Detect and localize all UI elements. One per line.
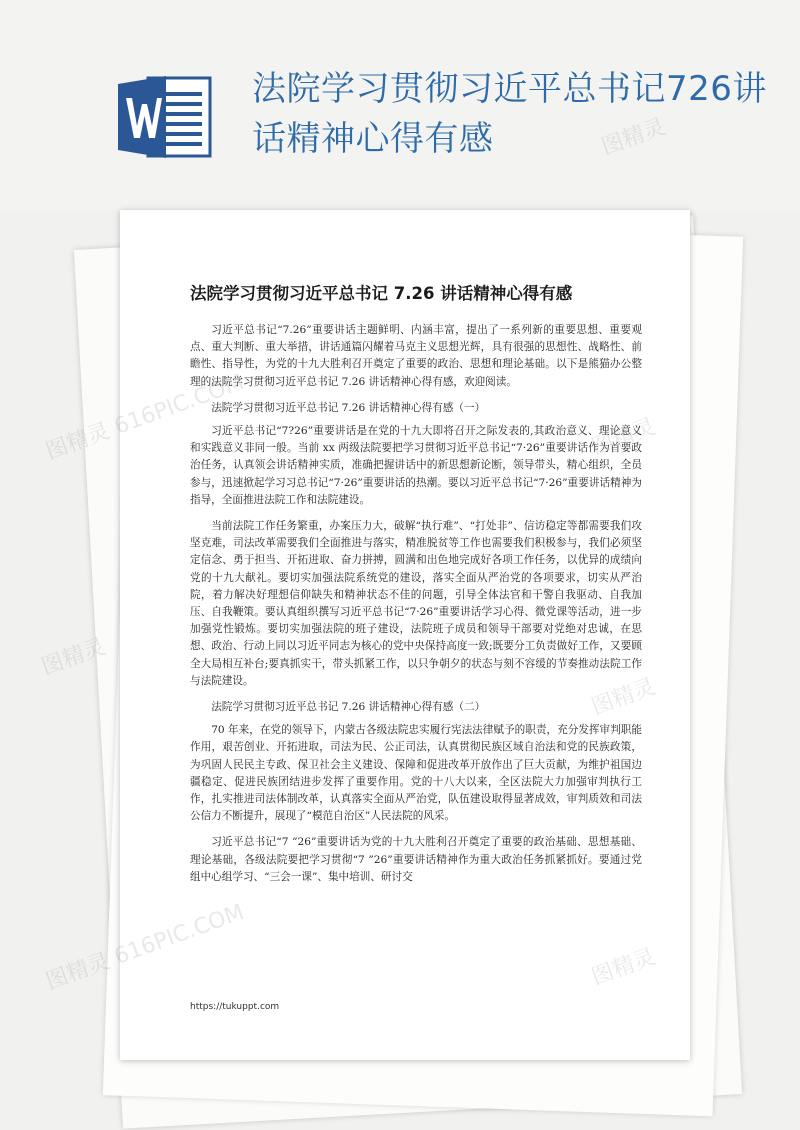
paragraph: 当前法院工作任务繁重，办案压力大，破解“执行难”、“打处非”、信访稳定等都需要我们攻坚克难，司法改革需要我们全面推进与落实，精准脱贫等工作也需要我们积极参与，我们必须坚定信念、勇于担当、开拓进取、奋力拼搏，圆满和出色地完成好各项工作任务，以优异的成绩向党的十九大献礼。要切实加强法院系统党的建设，落实全面从严治党的各项要求，切实从严治院，着力解决好理想信仰缺失和精神状态不佳的问题，引导全体法官和干警自我驱动、自我加压、自我鞭策。要认真组织撰写习近平总书记“7·26”重要讲话学习心得、微党课等活动，进一步加强党性锻炼。要切实加强法院的班子建设，法院班子成员和领导干部要对党绝对忠诚，在思想、政治、行动上同以习近平同志为核心的党中央保持高度一致;既要分工负责做好工作，又要顾全大局相互补台;要真抓实干，带头抓紧工作，以只争朝夕的状态与刻不容缓的节奏推动法院工作与法院建设。 — [190, 520, 642, 687]
watermark: 图精灵 — [38, 634, 109, 681]
watermark: 图精灵 — [42, 948, 114, 995]
section-heading-1: 法院学习贯彻习近平总书记 7.26 讲话精神心得有感（一） — [211, 401, 486, 414]
word-document-icon — [118, 74, 214, 160]
banner-title: 法院学习贯彻习近平总书记726讲话精神心得有感 — [252, 69, 767, 159]
document-body — [190, 322, 642, 895]
document-title: 法院学习贯彻习近平总书记 7.26 讲话精神心得有感 — [190, 284, 573, 303]
footer-url: https://tukuppt.com — [190, 1002, 280, 1012]
paragraph: 习近平总书记“7?26”重要讲话是在党的十九大即将召开之际发表的,其政治意义、理论意义和实践意义非同一般。当前 xx 两级法院要把学习贯彻习近平总书记“7·26”重要讲话作为首要政治任务，认真领会讲话精神实质，准确把握讲话中的新思想新论断，领导带头，精心组织，全员参与，迅速掀起学习习总书记“7·26”重要讲话的热潮。要以习近平总书记“7·26”重要讲话精神为指导，全面推进法院工作和法院建设。 — [190, 425, 642, 506]
paragraph: 70 年来，在党的领导下，内蒙古各级法院忠实履行宪法法律赋予的职责，充分发挥审判职能作用，艰苦创业、开拓进取，司法为民、公正司法，认真贯彻民族区域自治法和党的民族政策，为巩固人民民主专政、保卫社会主义建设、保障和促进改革开放作出了巨大贡献，为维护祖国边疆稳定、促进民族团结进步发挥了重要作用。党的十八大以来，全区法院大力加强审判执行工作，扎实推进司法体制改革，认真落实全面从严治党，队伍建设取得显著成效，审判质效和司法公信力不断提升，展现了“模范自治区”人民法院的风采。 — [190, 724, 642, 823]
header-banner — [0, 0, 800, 210]
watermark: 图精灵 — [42, 418, 114, 465]
section-heading-2: 法院学习贯彻习近平总书记 7.26 讲话精神心得有感（二） — [211, 701, 486, 714]
paragraph-intro: 习近平总书记“7.26”重要讲话主题鲜明、内涵丰富，提出了一系列新的重要思想、重要观点、重大判断、重大举措，讲话通篇闪耀着马克主义思想光辉，具有很强的思想性、战略性、前瞻性、指导性，为党的十九大胜利召开奠定了重要的政治、思想和理论基础。以下是熊猫办公整理的法院学习贯彻习近平总书记 7.26 讲话精神心得有感，欢迎阅读。 — [190, 324, 642, 388]
paragraph: 习近平总书记“7 ”26”重要讲话为党的十九大胜利召开奠定了重要的政治基础、思想基础、理论基础，各级法院要把学习贯彻“7 ”26”重要讲话精神作为重大政治任务抓紧抓好。要通过党组中心组学习、“三会一课”、集中培训、研讨交 — [190, 836, 642, 883]
document-page — [120, 210, 690, 1060]
